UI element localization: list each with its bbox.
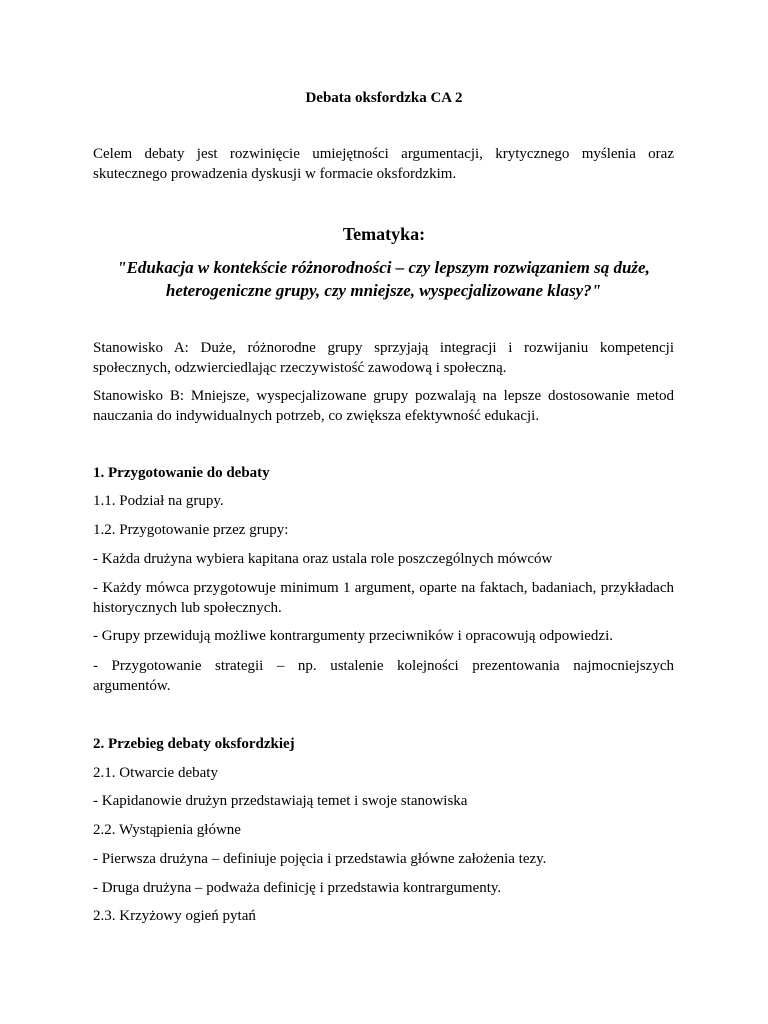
section-1-line: - Każda drużyna wybiera kapitana oraz ustala role poszczególnych mówców xyxy=(93,551,553,567)
section-1-line: 1.1. Podział na grupy. xyxy=(93,493,224,509)
section-1-line: 1.2. Przygotowanie przez grupy: xyxy=(93,522,289,538)
section-2-line: 2.1. Otwarcie debaty xyxy=(93,765,218,781)
section-2-line: - Druga drużyna – podważa definicję i przedstawia kontrargumenty. xyxy=(93,880,502,896)
document-title: Debata oksfordzka CA 2 xyxy=(305,90,463,106)
intro-paragraph: Celem debaty jest rozwinięcie umiejętności argumentacji, krytycznego myślenia oraz skutecznego prowadzenia dyskusji w formacie oksfordzkim. xyxy=(93,146,674,182)
section-1-line: - Przygotowanie strategii – np. ustalenie kolejności prezentowania najmocniejszych argumentów. xyxy=(93,658,674,694)
section-2-line: 2.2. Wystąpienia główne xyxy=(93,822,241,838)
section-1-line: - Grupy przewidują możliwe kontrargumenty przeciwników i opracowują odpowiedzi. xyxy=(93,628,613,644)
section-2-heading: 2. Przebieg debaty oksfordzkiej xyxy=(93,736,295,752)
section-2-line: 2.3. Krzyżowy ogień pytań xyxy=(93,908,256,924)
position-b-paragraph: Stanowisko B: Mniejsze, wyspecjalizowane grupy pozwalają na lepsze dostosowanie metod nauczania do indywidualnych potrzeb, co zwiększa efektywność edukacji. xyxy=(93,388,674,424)
position-a-paragraph: Stanowisko A: Duże, różnorodne grupy sprzyjają integracji i rozwijaniu kompetencji społecznych, odzwierciedlając rzeczywistość zawodową i społeczną. xyxy=(93,340,674,376)
section-1-line: - Każdy mówca przygotowuje minimum 1 argument, oparte na faktach, badaniach, przykładach historycznych lub społecznych. xyxy=(93,580,674,616)
topic-heading: Tematyka: xyxy=(342,224,426,244)
section-2-line: - Pierwsza drużyna – definiuje pojęcia i przedstawia główne założenia tezy. xyxy=(93,851,547,867)
topic-question: "Edukacja w kontekście różnorodności – czy lepszym rozwiązaniem są duże, heterogeniczne grupy, czy mniejsze, wyspecjalizowane klasy?" xyxy=(117,258,650,300)
section-1-heading: 1. Przygotowanie do debaty xyxy=(93,465,270,481)
section-2-line: - Kapidanowie drużyn przedstawiają temet i swoje stanowiska xyxy=(93,793,468,809)
